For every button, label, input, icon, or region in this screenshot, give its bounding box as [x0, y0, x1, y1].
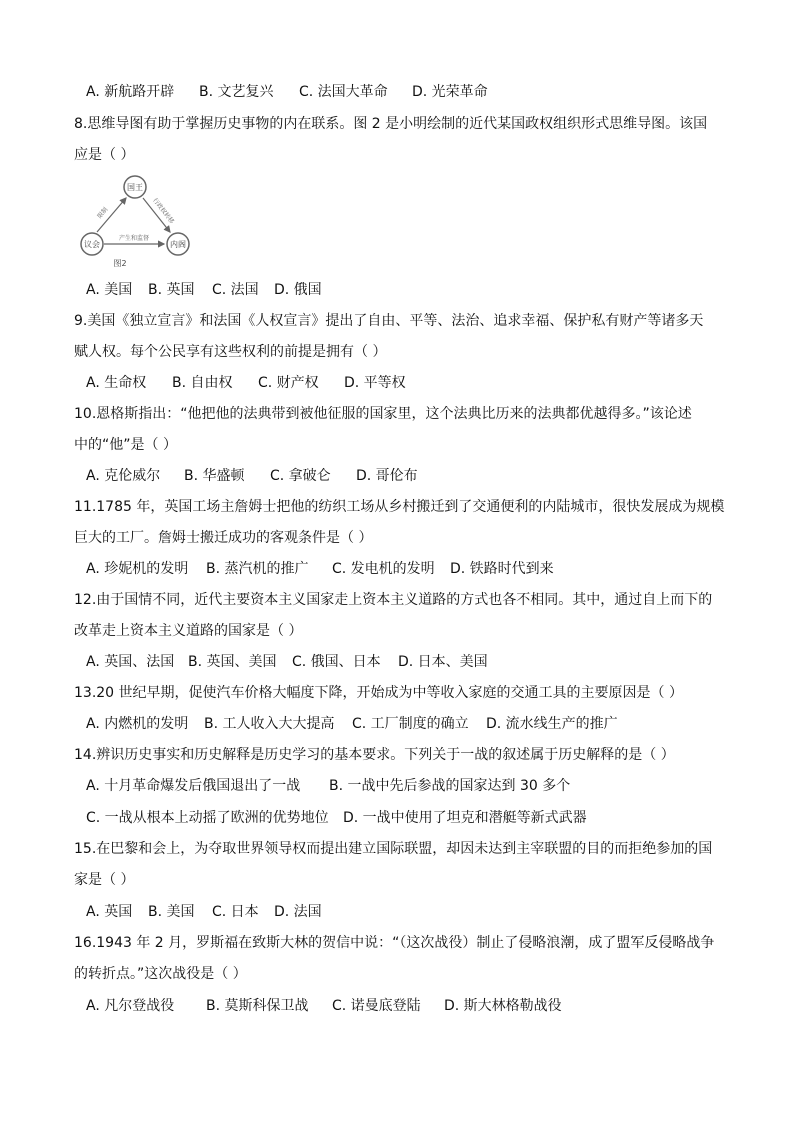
q9-option-b: B. 自由权	[172, 375, 233, 391]
q10-stem-line2: 中的“他”是（ ）	[74, 437, 177, 453]
q13-stem-line1: 13.20 世纪早期，促使汽车价格大幅度下降，开始成为中等收入家庭的交通工具的主要原因是（ ）	[74, 685, 683, 701]
q13-option-d: D. 流水线生产的推广	[486, 716, 618, 732]
q14-options-row2	[86, 808, 587, 828]
q14-option-c: C. 一战从根本上动摇了欧洲的优势地位	[86, 810, 329, 826]
q16-stem-line1: 16.1943 年 2 月，罗斯福在致斯大林的贺信中说：“（这次战役）制止了侵略浪潮，成了盟军反侵略战争	[74, 935, 715, 951]
q15-stem-line1: 15.在巴黎和会上，为夺取世界领导权而提出建立国际联盟，却因未达到主宰联盟的目的而拒绝参加的国	[74, 841, 713, 857]
q8-option-c: C. 法国	[212, 282, 259, 298]
q11-option-d: D. 铁路时代到来	[450, 561, 554, 577]
q16-stem-line2: 的转折点。”这次战役是（ ）	[74, 966, 247, 982]
q7-options	[86, 82, 488, 102]
q7-option-c: C. 法国大革命	[299, 84, 388, 100]
q16-option-d: D. 斯大林格勒战役	[444, 998, 562, 1014]
q14-option-d: D. 一战中使用了坦克和潜艇等新式武器	[343, 810, 587, 826]
q15-option-b: B. 美国	[148, 904, 195, 920]
q14-stem-line1: 14.辨识历史事实和历史解释是历史学习的基本要求。下列关于一战的叙述属于历史解释的是（ ）	[74, 747, 675, 763]
q10-options	[86, 466, 418, 486]
edge-label-left: 限制	[96, 206, 110, 220]
q7-option-d: D. 光荣革命	[412, 84, 488, 100]
q10-option-a: A. 克伦威尔	[86, 468, 161, 484]
node-cabinet-label: 内阁	[170, 240, 186, 249]
q15-option-d: D. 法国	[274, 904, 322, 920]
q9-option-d: D. 平等权	[344, 375, 406, 391]
q11-options	[86, 559, 554, 579]
q10-option-c: C. 拿破仑	[270, 468, 331, 484]
q15-option-a: A. 英国	[86, 904, 133, 920]
q12-option-a: A. 英国、法国	[86, 654, 175, 670]
q13-options	[86, 714, 618, 734]
figure-caption: 图2	[113, 259, 127, 268]
q14-options-row1	[86, 776, 570, 796]
q10-stem-line1: 10.恩格斯指出：“他把他的法典带到被他征服的国家里，这个法典比历来的法典都优越得多。”该论述	[74, 406, 692, 422]
q9-options	[86, 373, 406, 393]
q16-option-b: B. 莫斯科保卫战	[206, 998, 309, 1014]
q8-option-d: D. 俄国	[274, 282, 322, 298]
q16-option-a: A. 凡尔登战役	[86, 998, 175, 1014]
q14-option-b: B. 一战中先后参战的国家达到 30 多个	[329, 778, 571, 794]
q12-options	[86, 652, 488, 672]
q15-stem-line2: 家是（ ）	[74, 872, 135, 888]
q7-option-a: A. 新航路开辟	[86, 84, 175, 100]
q8-stem-line2: 应是（ ）	[74, 147, 135, 163]
edge-label-bottom: 产生和监督	[118, 235, 150, 242]
q15-option-c: C. 日本	[212, 904, 259, 920]
q15-options	[86, 902, 322, 922]
node-king-label: 国王	[127, 183, 143, 192]
q13-option-c: C. 工厂制度的确立	[352, 716, 469, 732]
q9-stem-line1: 9.美国《独立宣言》和法国《人权宣言》提出了自由、平等、法治、追求幸福、保护私有财产等诸多天	[74, 313, 704, 329]
q9-option-c: C. 财产权	[258, 375, 319, 391]
node-parliament-label: 议会	[84, 240, 100, 249]
q8-options	[86, 280, 322, 300]
q8-mindmap-diagram	[74, 170, 204, 270]
q11-option-c: C. 发电机的发明	[332, 561, 435, 577]
q9-option-a: A. 生命权	[86, 375, 147, 391]
q12-option-d: D. 日本、美国	[398, 654, 488, 670]
q9-stem-line2: 赋人权。每个公民享有这些权利的前提是拥有（ ）	[74, 344, 387, 360]
q10-option-b: B. 华盛顿	[184, 468, 245, 484]
q12-option-b: B. 英国、美国	[188, 654, 277, 670]
q12-option-c: C. 俄国、日本	[292, 654, 381, 670]
q8-figure	[74, 170, 204, 270]
q8-stem-line1: 8.思维导图有助于掌握历史事物的内在联系。图 2 是小明绘制的近代某国政权组织形式思维导图。该国	[74, 116, 708, 132]
q8-option-b: B. 英国	[148, 282, 195, 298]
q12-stem-line1: 12.由于国情不同，近代主要资本主义国家走上资本主义道路的方式也各不相同。其中，通过自上而下的	[74, 592, 713, 608]
edge-label-right: 行政权转移	[151, 197, 176, 226]
q13-option-b: B. 工人收入大大提高	[204, 716, 335, 732]
q16-options	[86, 996, 562, 1016]
q12-stem-line2: 改革走上资本主义道路的国家是（ ）	[74, 623, 303, 639]
q14-option-a: A. 十月革命爆发后俄国退出了一战	[86, 778, 301, 794]
q8-option-a: A. 美国	[86, 282, 133, 298]
q16-option-c: C. 诺曼底登陆	[332, 998, 421, 1014]
q7-option-b: B. 文艺复兴	[199, 84, 274, 100]
q10-option-d: D. 哥伦布	[356, 468, 418, 484]
q13-option-a: A. 内燃机的发明	[86, 716, 189, 732]
q11-stem-line2: 巨大的工厂。詹姆士搬迁成功的客观条件是（ ）	[74, 530, 373, 546]
q11-option-b: B. 蒸汽机的推广	[206, 561, 309, 577]
q11-stem-line1: 11.1785 年，英国工场主詹姆士把他的纺织工场从乡村搬迁到了交通便利的内陆城市，很快发展成为规模	[74, 499, 725, 515]
q11-option-a: A. 珍妮机的发明	[86, 561, 189, 577]
